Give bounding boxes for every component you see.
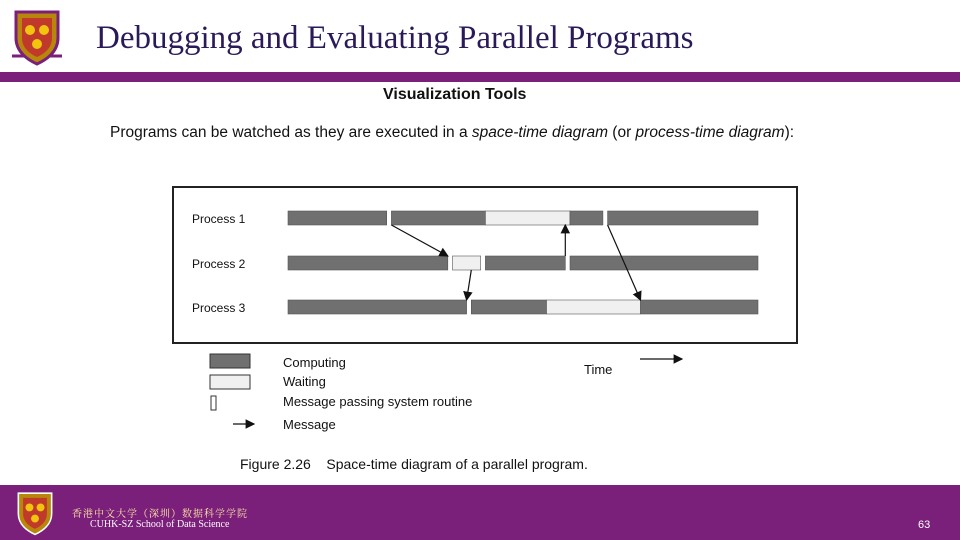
process-2-waiting-segment [453,256,481,270]
footer-crest-logo [10,490,60,536]
process-3-waiting-segment [547,300,641,314]
legend-computing-swatch [210,354,250,368]
process-1-waiting-segment [485,211,570,225]
legend-waiting-swatch [210,375,250,389]
time-axis-label: Time [584,362,613,377]
intro-lead: Programs can be watched as they are executed in a [110,124,472,141]
message-arrow-1 [391,225,447,256]
process-3-computing-segment [641,300,759,314]
process-1-computing-segment [288,211,387,225]
process-1-computing-segment [608,211,758,225]
legend-computing-label: Computing [283,355,346,370]
process-1-computing-segment [391,211,485,225]
intro-term-process-time: process-time diagram [635,124,785,141]
process-1-computing-segment [570,211,603,225]
figure-caption: Figure 2.26 Space-time diagram of a parallel program. [240,456,588,472]
intro-term-space-time: space-time diagram [471,124,608,141]
legend-message-label: Message [283,417,336,432]
process-2-computing-segment [570,256,758,270]
process-label-1: Process 1 [192,212,246,226]
legend-routine-swatch [211,396,216,410]
process-3-computing-segment [288,300,467,314]
process-2-computing-segment [485,256,565,270]
message-arrow-3 [467,270,472,300]
legend-routine-label: Message passing system routine [283,394,473,409]
section-subheading: Visualization Tools [383,86,527,103]
intro-tail: ): [784,124,795,141]
process-2-computing-segment [288,256,448,270]
slide-title: Debugging and Evaluating Parallel Programs [96,20,694,56]
footer-org-chinese: 香港中文大学（深圳）数据科学学院 [72,509,248,520]
legend-waiting-label: Waiting [283,374,326,389]
intro-mid: (or [607,124,636,141]
footer-org-english: CUHK-SZ School of Data Science [90,519,230,530]
process-label-2: Process 2 [192,257,246,271]
page-number: 63 [918,519,931,531]
process-label-3: Process 3 [192,301,246,315]
process-3-computing-segment [471,300,546,314]
